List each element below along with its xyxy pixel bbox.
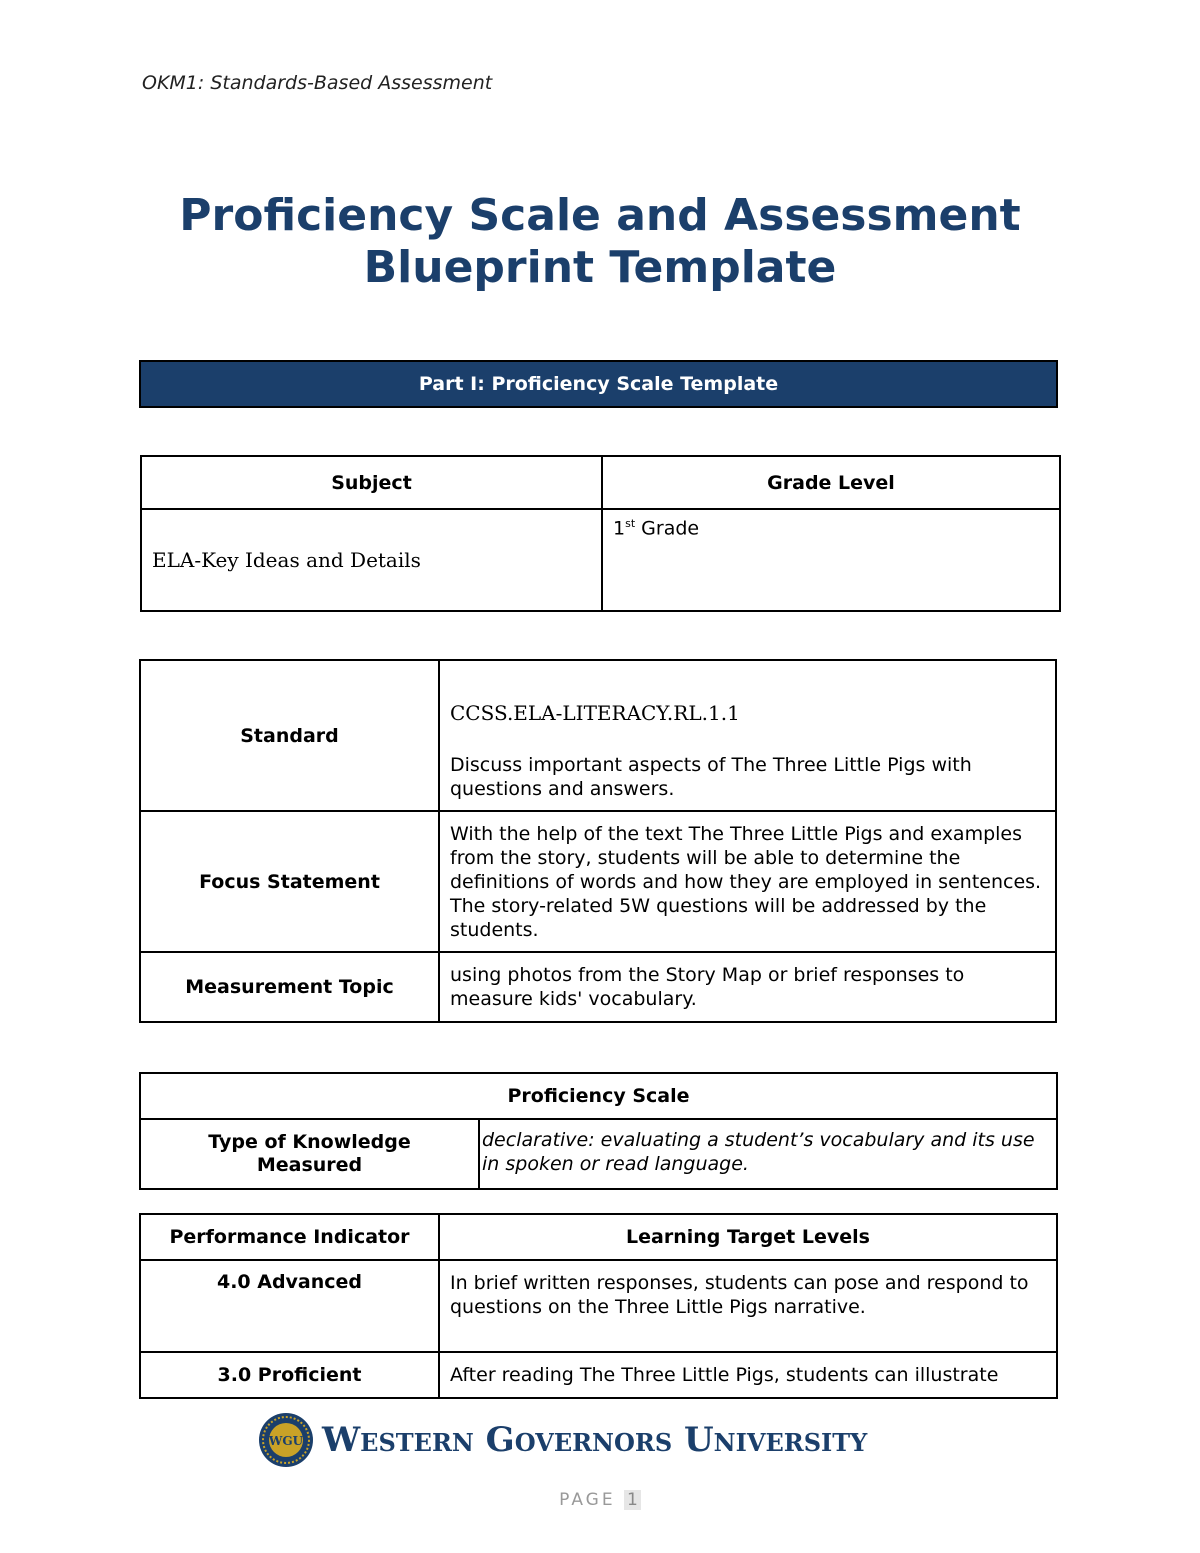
standard-code: CCSS.ELA-LITERACY.RL.1.1 (450, 701, 740, 725)
standard-description: Discuss important aspects of The Three Little Pigs with questions and answers. (450, 754, 972, 800)
part-one-banner (139, 360, 1058, 408)
subject-value: ELA-Key Ideas and Details (141, 509, 602, 611)
wgu-logo (258, 1412, 867, 1468)
focus-label: Focus Statement (140, 811, 439, 952)
wgu-seal-icon (258, 1412, 314, 1468)
grade-number: 1 (613, 517, 626, 540)
page-title (0, 190, 1200, 294)
document-header: OKM1: Standards-Based Assessment (142, 72, 493, 94)
grade-header: Grade Level (602, 456, 1060, 509)
proficiency-scale-header: Proficiency Scale (140, 1073, 1057, 1119)
level-description: In brief written responses, students can pose and respond to questions on the Three Little Pigs narrative. (439, 1260, 1057, 1352)
level-label: 3.0 Proficient (140, 1352, 439, 1398)
subject-grade-table (140, 455, 1061, 612)
university-name: Western Governors University (322, 1420, 868, 1460)
level-label: 4.0 Advanced (140, 1260, 439, 1352)
title-line-1: Proficiency Scale and Assessment (179, 190, 1021, 241)
grade-suffix: st (625, 517, 636, 530)
measurement-text: using photos from the Story Map or brief responses to measure kids' vocabulary. (439, 952, 1056, 1022)
level-description: After reading The Three Little Pigs, students can illustrate (439, 1352, 1057, 1398)
table-row (140, 1352, 1057, 1398)
part-one-label: Part I: Proficiency Scale Template (418, 373, 779, 395)
grade-word: Grade (635, 517, 700, 540)
standard-cell (439, 660, 1056, 811)
page-label: PAGE (559, 1490, 616, 1510)
title-line-2: Blueprint Template (363, 242, 837, 293)
performance-indicator-header: Performance Indicator (140, 1214, 439, 1260)
knowledge-type-text: declarative: evaluating a student’s vocabulary and its use in spoken or read language. (479, 1119, 1057, 1189)
page-number-value: 1 (624, 1490, 641, 1510)
standard-label: Standard (140, 660, 439, 811)
measurement-label: Measurement Topic (140, 952, 439, 1022)
page-number (0, 1490, 1200, 1510)
standard-table (139, 659, 1057, 1023)
knowledge-type-label: Type of Knowledge Measured (140, 1119, 479, 1189)
table-row (140, 1260, 1057, 1352)
proficiency-scale-table (139, 1072, 1058, 1190)
seal-initials: WGU (268, 1434, 304, 1448)
grade-value (602, 509, 1060, 611)
focus-text: With the help of the text The Three Little Pigs and examples from the story, students will be able to determine the definitions of words and how they are employed in sentences. The story-related 5W questions will be addressed by the students. (439, 811, 1056, 952)
subject-header: Subject (141, 456, 602, 509)
performance-table (139, 1213, 1058, 1399)
learning-target-header: Learning Target Levels (439, 1214, 1057, 1260)
